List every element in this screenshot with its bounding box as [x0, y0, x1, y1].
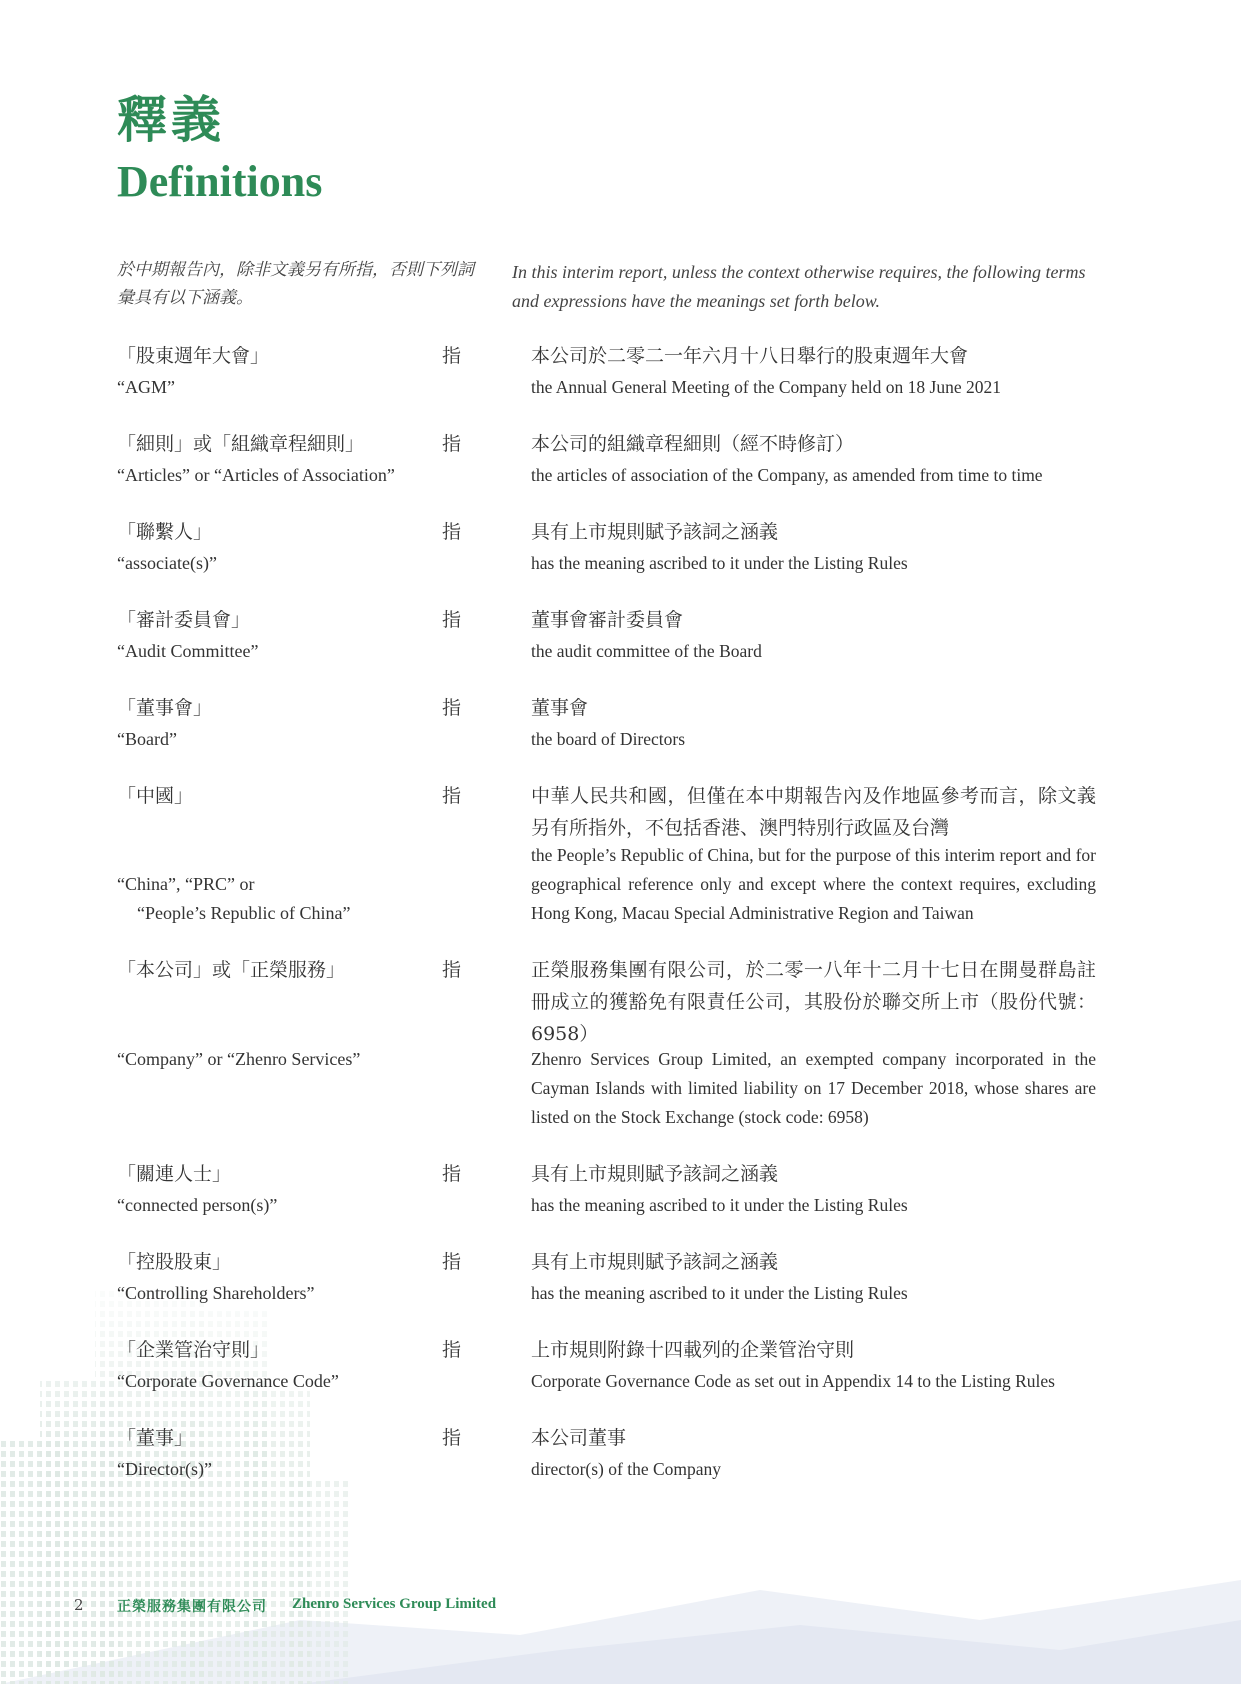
- means-label: 指: [442, 345, 462, 367]
- term-en: “Director(s)”: [117, 1459, 212, 1479]
- term-en: “AGM”: [117, 377, 175, 397]
- term-en: “Company” or “Zhenro Services”: [117, 1049, 361, 1069]
- definition-en: the People’s Republic of China, but for the purpose of this interim report and for geographical reference only and except where the context requires, excluding Hong Kong, Macau Special Administrative Region and Taiwan: [531, 845, 1096, 923]
- page-footer: [0, 1596, 1241, 1620]
- means-label: 指: [442, 959, 462, 981]
- term-en-line-2: “People’s Republic of China”: [137, 903, 351, 923]
- definition-en: the Annual General Meeting of the Company held on 18 June 2021: [531, 377, 1001, 397]
- definition-en: has the meaning ascribed to it under the Listing Rules: [531, 1283, 908, 1303]
- term-zh: 「董事會」: [117, 697, 213, 719]
- page-title-zh: 釋義: [117, 90, 225, 149]
- definition-en: has the meaning ascribed to it under the Listing Rules: [531, 553, 908, 573]
- definition-zh: 董事會審計委員會: [531, 609, 684, 631]
- intro-text-zh: 於中期報告內，除非文義另有所指，否則下列詞彙具有以下涵義。: [117, 260, 474, 308]
- term-zh: 「審計委員會」: [117, 609, 251, 631]
- definition-en: the board of Directors: [531, 729, 686, 749]
- definition-en: Corporate Governance Code as set out in Appendix 14 to the Listing Rules: [531, 1371, 1055, 1391]
- term-zh: 「中國」: [117, 785, 194, 807]
- term-zh: 「董事」: [117, 1427, 194, 1449]
- term-en: “connected person(s)”: [117, 1195, 278, 1215]
- definition-zh: 本公司的組織章程細則（經不時修訂）: [531, 433, 855, 455]
- footer-company-name-en: Zhenro Services Group Limited: [292, 1596, 497, 1612]
- intro-text-en: In this interim report, unless the context otherwise requires, the following terms and expressions have the meanings set forth below.: [512, 262, 1086, 311]
- term-zh: 「本公司」或「正榮服務」: [117, 959, 346, 981]
- term-zh: 「股東週年大會」: [117, 345, 270, 367]
- term-zh: 「細則」或「組織章程細則」: [117, 433, 365, 455]
- term-zh: 「企業管治守則」: [117, 1339, 270, 1361]
- term-en: [117, 841, 350, 957]
- definition-zh: 本公司董事: [531, 1427, 627, 1449]
- means-label: 指: [442, 609, 462, 631]
- page-title-en: Definitions: [117, 157, 323, 206]
- means-label: 指: [442, 1251, 462, 1273]
- term-en: “Articles” or “Articles of Association”: [117, 465, 395, 485]
- means-label: 指: [442, 433, 462, 455]
- definition-zh: 上市規則附錄十四載列的企業管治守則: [531, 1339, 855, 1361]
- term-en: “Corporate Governance Code”: [117, 1371, 339, 1391]
- definition-zh: 中華人民共和國，但僅在本中期報告內及作地區參考而言，除文義另有所指外，不包括香港、澳門特別行政區及台灣: [531, 785, 1096, 839]
- means-label: 指: [442, 1163, 462, 1185]
- definition-en: director(s) of the Company: [531, 1459, 722, 1479]
- definition-en: the articles of association of the Company, as amended from time to time: [531, 465, 1043, 485]
- definition-zh: 本公司於二零二一年六月十八日舉行的股東週年大會: [531, 345, 969, 367]
- term-en: “Board”: [117, 729, 177, 749]
- means-label: 指: [442, 1339, 462, 1361]
- definition-en: Zhenro Services Group Limited, an exempted company incorporated in the Cayman Islands with limited liability on 17 December 2018, whose shares are listed on the Stock Exchange (stock code: 6958): [531, 1049, 1096, 1127]
- term-zh: 「關連人士」: [117, 1163, 232, 1185]
- term-zh: 「聯繫人」: [117, 521, 213, 543]
- term-en: “Controlling Shareholders”: [117, 1283, 315, 1303]
- definition-zh: 具有上市規則賦予該詞之涵義: [531, 1251, 779, 1273]
- term-en: “associate(s)”: [117, 553, 217, 573]
- definition-zh: 董事會: [531, 697, 589, 719]
- means-label: 指: [442, 1427, 462, 1449]
- definition-en: has the meaning ascribed to it under the Listing Rules: [531, 1195, 908, 1215]
- definition-zh: 具有上市規則賦予該詞之涵義: [531, 521, 779, 543]
- definition-zh: 具有上市規則賦予該詞之涵義: [531, 1163, 779, 1185]
- page-number: 2: [74, 1596, 84, 1614]
- term-en: “Audit Committee”: [117, 641, 259, 661]
- term-en-line-1: “China”, “PRC” or: [117, 874, 255, 894]
- definition-en: the audit committee of the Board: [531, 641, 762, 661]
- term-zh: 「控股股東」: [117, 1251, 232, 1273]
- means-label: 指: [442, 521, 462, 543]
- footer-company-name-zh: 正榮服務集團有限公司: [117, 1599, 267, 1615]
- means-label: 指: [442, 785, 462, 807]
- definition-zh: 正榮服務集團有限公司，於二零一八年十二月十七日在開曼群島註冊成立的獲豁免有限責任公司，其股份於聯交所上市（股份代號：6958）: [531, 959, 1096, 1045]
- means-label: 指: [442, 697, 462, 719]
